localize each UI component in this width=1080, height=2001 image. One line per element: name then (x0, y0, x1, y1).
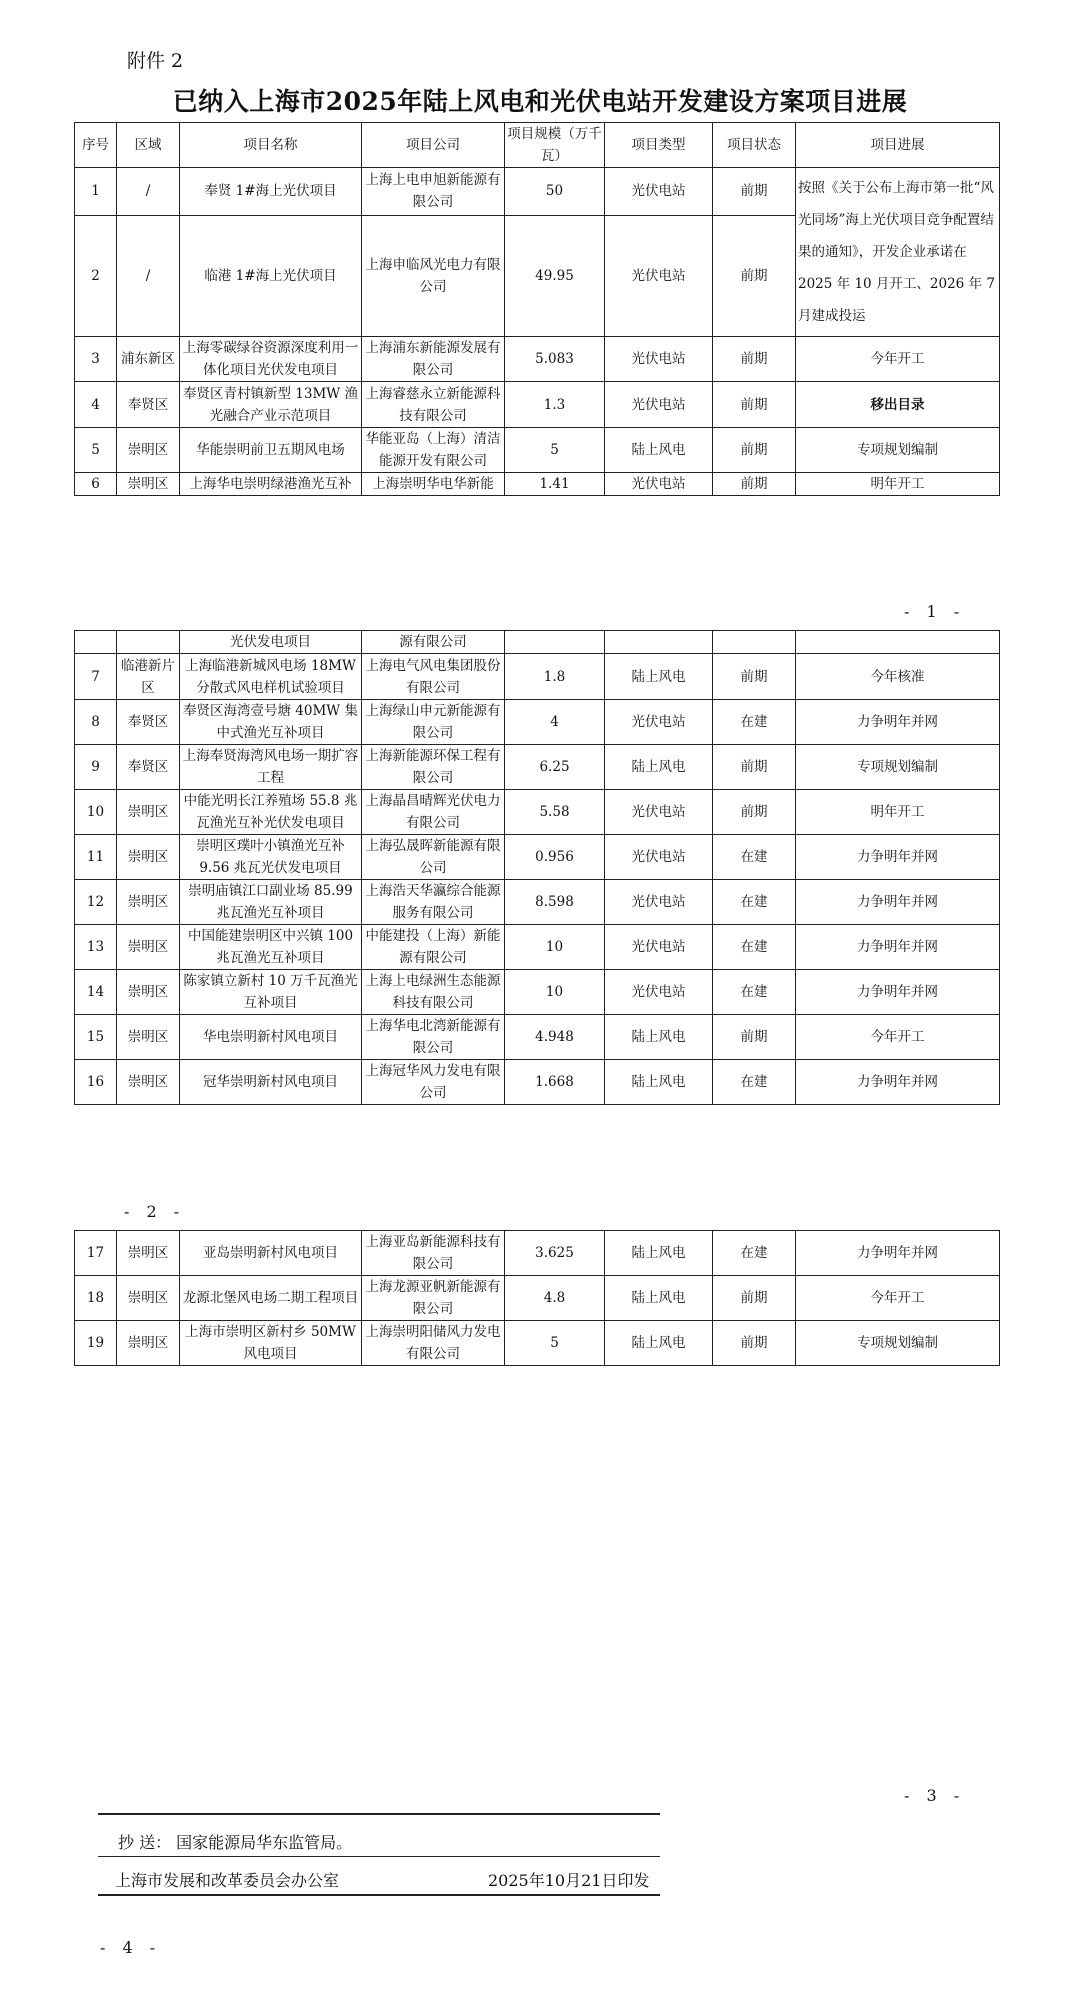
cell-number: 9 (75, 745, 117, 790)
cell-status: 在建 (713, 700, 796, 745)
table-row (75, 654, 1000, 700)
cell-number: 2 (75, 215, 117, 336)
table-row (75, 1060, 1000, 1105)
cell-progress: 今年核准 (796, 654, 1000, 700)
cell-project-name-continued: 光伏发电项目 (180, 631, 362, 654)
cell-number: 18 (75, 1276, 117, 1321)
cell-number: 6 (75, 473, 117, 496)
cell-status: 前期 (713, 654, 796, 700)
cell-company: 上海龙源亚帆新能源有限公司 (362, 1276, 505, 1321)
cell-project-name: 龙源北堡风电场二期工程项目 (180, 1276, 362, 1321)
cell-company: 上海崇明阳储风力发电有限公司 (362, 1321, 505, 1366)
cell-type: 光伏电站 (605, 925, 713, 970)
cell-type: 陆上风电 (605, 1060, 713, 1105)
table-row (75, 1015, 1000, 1060)
table-row (75, 925, 1000, 970)
cell-scale: 49.95 (505, 215, 605, 336)
cell-empty (713, 631, 796, 654)
cell-area: 崇明区 (117, 473, 180, 496)
cell-project-name: 临港 1#海上光伏项目 (180, 215, 362, 336)
table-row (75, 700, 1000, 745)
cell-scale: 6.25 (505, 745, 605, 790)
cell-company: 上海晶昌晴辉光伏电力有限公司 (362, 790, 505, 835)
cell-scale: 5.083 (505, 337, 605, 382)
cell-progress: 今年开工 (796, 1015, 1000, 1060)
cell-company: 上海绿山申元新能源有限公司 (362, 700, 505, 745)
cell-scale: 1.668 (505, 1060, 605, 1105)
cell-type: 光伏电站 (605, 382, 713, 428)
cell-area: 崇明区 (117, 790, 180, 835)
cell-progress: 专项规划编制 (796, 745, 1000, 790)
cell-status: 前期 (713, 473, 796, 496)
cell-project-name: 华能崇明前卫五期风电场 (180, 428, 362, 473)
cell-status: 前期 (713, 215, 796, 336)
cell-progress: 明年开工 (796, 790, 1000, 835)
cell-project-name: 崇明区璞叶小镇渔光互补 9.56 兆瓦光伏发电项目 (180, 835, 362, 880)
project-table-page3 (74, 1230, 1000, 1366)
cell-scale: 1.3 (505, 382, 605, 428)
cell-progress-merged: 按照《关于公布上海市第一批“风光同场”海上光伏项目竞争配置结果的通知》，开发企业承诺在 2025 年 10 月开工、2026 年 7 月建成投运 (796, 168, 1000, 337)
cell-scale: 4.948 (505, 1015, 605, 1060)
cell-company-continued: 源有限公司 (362, 631, 505, 654)
cell-number: 4 (75, 382, 117, 428)
cell-project-name: 奉贤区海湾壹号塘 40MW 集中式渔光互补项目 (180, 700, 362, 745)
cell-area: 奉贤区 (117, 700, 180, 745)
cell-type: 光伏电站 (605, 700, 713, 745)
cell-project-name: 亚岛崇明新村风电项目 (180, 1231, 362, 1276)
footer-rule-middle (98, 1856, 660, 1857)
cell-area: 奉贤区 (117, 745, 180, 790)
cell-project-name: 冠华崇明新村风电项目 (180, 1060, 362, 1105)
cell-progress: 今年开工 (796, 337, 1000, 382)
cell-status: 前期 (713, 1015, 796, 1060)
cell-number: 8 (75, 700, 117, 745)
table-row (75, 168, 1000, 216)
header-cell: 序号 (75, 123, 117, 168)
cell-number: 16 (75, 1060, 117, 1105)
cell-type: 陆上风电 (605, 428, 713, 473)
cell-company: 上海崇明华电华新能 (362, 473, 505, 496)
project-table-page2 (74, 630, 1000, 1105)
cell-area: 浦东新区 (117, 337, 180, 382)
cell-area: 崇明区 (117, 1321, 180, 1366)
cell-progress: 专项规划编制 (796, 1321, 1000, 1366)
cell-progress: 力争明年并网 (796, 1231, 1000, 1276)
cell-project-name: 上海市崇明区新村乡 50MW 风电项目 (180, 1321, 362, 1366)
cell-area (117, 631, 180, 654)
cell-scale: 8.598 (505, 880, 605, 925)
cell-number: 12 (75, 880, 117, 925)
cell-company: 上海浩天华瀛综合能源服务有限公司 (362, 880, 505, 925)
cell-area: 崇明区 (117, 970, 180, 1015)
cell-number: 1 (75, 168, 117, 216)
table-row (75, 382, 1000, 428)
cell-project-name: 奉贤区青村镇新型 13MW 渔光融合产业示范项目 (180, 382, 362, 428)
cell-progress: 今年开工 (796, 1276, 1000, 1321)
cell-status: 前期 (713, 790, 796, 835)
cell-progress: 力争明年并网 (796, 835, 1000, 880)
cell-type: 陆上风电 (605, 1015, 713, 1060)
table-row (75, 631, 1000, 654)
cell-area: 临港新片区 (117, 654, 180, 700)
cell-company: 上海亚岛新能源科技有限公司 (362, 1231, 505, 1276)
cell-company: 上海浦东新能源发展有限公司 (362, 337, 505, 382)
cell-company: 上海新能源环保工程有限公司 (362, 745, 505, 790)
cell-scale: 4 (505, 700, 605, 745)
cell-area: 崇明区 (117, 428, 180, 473)
cell-type: 光伏电站 (605, 835, 713, 880)
cell-number: 11 (75, 835, 117, 880)
project-table-page1 (74, 122, 1000, 496)
footer-office: 上海市发展和改革委员会办公室 (115, 1871, 340, 1890)
cell-company: 上海上电申旭新能源有限公司 (362, 168, 505, 216)
table-row (75, 1276, 1000, 1321)
cell-status: 前期 (713, 337, 796, 382)
page-number-1: - 1 - (904, 602, 966, 621)
cell-number: 3 (75, 337, 117, 382)
cell-number: 13 (75, 925, 117, 970)
cell-company: 上海华电北湾新能源有限公司 (362, 1015, 505, 1060)
cell-number: 5 (75, 428, 117, 473)
cell-type: 陆上风电 (605, 745, 713, 790)
cell-number: 14 (75, 970, 117, 1015)
cell-area: / (117, 215, 180, 336)
cell-scale: 50 (505, 168, 605, 216)
header-cell: 项目状态 (713, 123, 796, 168)
cell-scale: 4.8 (505, 1276, 605, 1321)
cell-number: 19 (75, 1321, 117, 1366)
cell-area: 崇明区 (117, 1015, 180, 1060)
cell-project-name: 陈家镇立新村 10 万千瓦渔光互补项目 (180, 970, 362, 1015)
table-row (75, 473, 1000, 496)
table-row (75, 970, 1000, 1015)
cell-progress: 力争明年并网 (796, 1060, 1000, 1105)
header-cell: 项目规模（万千瓦） (505, 123, 605, 168)
footer-rule-bottom (98, 1894, 660, 1896)
cell-company: 上海弘晟晖新能源有限公司 (362, 835, 505, 880)
header-cell: 项目名称 (180, 123, 362, 168)
cell-progress: 力争明年并网 (796, 700, 1000, 745)
page-number-4: - 4 - (100, 1938, 162, 1957)
table-row (75, 428, 1000, 473)
cell-status: 在建 (713, 835, 796, 880)
cell-company: 中能建投（上海）新能源有限公司 (362, 925, 505, 970)
cell-type: 陆上风电 (605, 654, 713, 700)
table-row (75, 835, 1000, 880)
table-row (75, 790, 1000, 835)
cell-status: 前期 (713, 168, 796, 216)
cell-type: 光伏电站 (605, 880, 713, 925)
cell-type: 光伏电站 (605, 970, 713, 1015)
cell-area: / (117, 168, 180, 216)
document-title: 已纳入上海市2025年陆上风电和光伏电站开发建设方案项目进展 (172, 87, 908, 116)
cell-status: 前期 (713, 382, 796, 428)
cell-type: 陆上风电 (605, 1276, 713, 1321)
cell-area: 奉贤区 (117, 382, 180, 428)
cell-number: 17 (75, 1231, 117, 1276)
cell-project-name: 华电崇明新村风电项目 (180, 1015, 362, 1060)
cell-scale: 10 (505, 925, 605, 970)
cell-type: 光伏电站 (605, 215, 713, 336)
cell-progress: 移出目录 (796, 382, 1000, 428)
cell-area: 崇明区 (117, 1060, 180, 1105)
cell-scale: 1.41 (505, 473, 605, 496)
cell-scale: 3.625 (505, 1231, 605, 1276)
cell-company: 上海上电绿洲生态能源科技有限公司 (362, 970, 505, 1015)
cell-status: 在建 (713, 1060, 796, 1105)
cell-status: 前期 (713, 1321, 796, 1366)
cell-project-name: 上海零碳绿谷资源深度利用一体化项目光伏发电项目 (180, 337, 362, 382)
cell-empty (605, 631, 713, 654)
table-row (75, 1231, 1000, 1276)
cell-number: 10 (75, 790, 117, 835)
cell-status: 在建 (713, 880, 796, 925)
cell-area: 崇明区 (117, 835, 180, 880)
header-cell: 项目公司 (362, 123, 505, 168)
header-cell: 项目进展 (796, 123, 1000, 168)
attachment-label: 附件 2 (127, 50, 184, 72)
cell-type: 光伏电站 (605, 790, 713, 835)
cell-scale: 5 (505, 428, 605, 473)
cell-project-name: 中国能建崇明区中兴镇 100 兆瓦渔光互补项目 (180, 925, 362, 970)
cell-number (75, 631, 117, 654)
cell-company: 华能亚岛（上海）清洁能源开发有限公司 (362, 428, 505, 473)
cell-company: 上海电气风电集团股份有限公司 (362, 654, 505, 700)
cell-area: 崇明区 (117, 1276, 180, 1321)
cell-progress: 力争明年并网 (796, 970, 1000, 1015)
cell-progress: 专项规划编制 (796, 428, 1000, 473)
page-number-2: - 2 - (124, 1202, 186, 1221)
cell-project-name: 上海华电崇明绿港渔光互补 (180, 473, 362, 496)
table-row (75, 745, 1000, 790)
cell-progress: 明年开工 (796, 473, 1000, 496)
cell-status: 前期 (713, 1276, 796, 1321)
footer-cc: 抄 送： 国家能源局华东监管局。 (118, 1833, 353, 1852)
table-row (75, 337, 1000, 382)
cell-progress: 力争明年并网 (796, 925, 1000, 970)
header-cell: 区域 (117, 123, 180, 168)
cell-scale: 1.8 (505, 654, 605, 700)
cell-project-name: 崇明庙镇江口副业场 85.99 兆瓦渔光互补项目 (180, 880, 362, 925)
cell-area: 崇明区 (117, 1231, 180, 1276)
cell-number: 15 (75, 1015, 117, 1060)
cell-progress: 力争明年并网 (796, 880, 1000, 925)
footer-date: 2025年10月21日印发 (488, 1871, 650, 1890)
cell-project-name: 中能光明长江养殖场 55.8 兆瓦渔光互补光伏发电项目 (180, 790, 362, 835)
cell-type: 陆上风电 (605, 1231, 713, 1276)
cell-empty (796, 631, 1000, 654)
cell-status: 在建 (713, 925, 796, 970)
table-row (75, 880, 1000, 925)
cell-empty (505, 631, 605, 654)
cell-project-name: 上海临港新城风电场 18MW 分散式风电样机试验项目 (180, 654, 362, 700)
table-row (75, 1321, 1000, 1366)
footer-rule-top (98, 1813, 660, 1815)
cell-scale: 0.956 (505, 835, 605, 880)
cell-company: 上海申临风光电力有限公司 (362, 215, 505, 336)
cell-number: 7 (75, 654, 117, 700)
cell-type: 光伏电站 (605, 168, 713, 216)
cell-area: 崇明区 (117, 925, 180, 970)
cell-status: 前期 (713, 745, 796, 790)
cell-type: 光伏电站 (605, 473, 713, 496)
cell-status: 前期 (713, 428, 796, 473)
page-number-3: - 3 - (904, 1786, 966, 1805)
header-cell: 项目类型 (605, 123, 713, 168)
table-row (75, 123, 1000, 168)
cell-scale: 10 (505, 970, 605, 1015)
cell-area: 崇明区 (117, 880, 180, 925)
cell-scale: 5.58 (505, 790, 605, 835)
cell-status: 在建 (713, 970, 796, 1015)
cell-project-name: 上海奉贤海湾风电场一期扩容工程 (180, 745, 362, 790)
cell-project-name: 奉贤 1#海上光伏项目 (180, 168, 362, 216)
cell-company: 上海睿慈永立新能源科技有限公司 (362, 382, 505, 428)
cell-company: 上海冠华风力发电有限公司 (362, 1060, 505, 1105)
cell-type: 陆上风电 (605, 1321, 713, 1366)
cell-status: 在建 (713, 1231, 796, 1276)
cell-scale: 5 (505, 1321, 605, 1366)
cell-type: 光伏电站 (605, 337, 713, 382)
